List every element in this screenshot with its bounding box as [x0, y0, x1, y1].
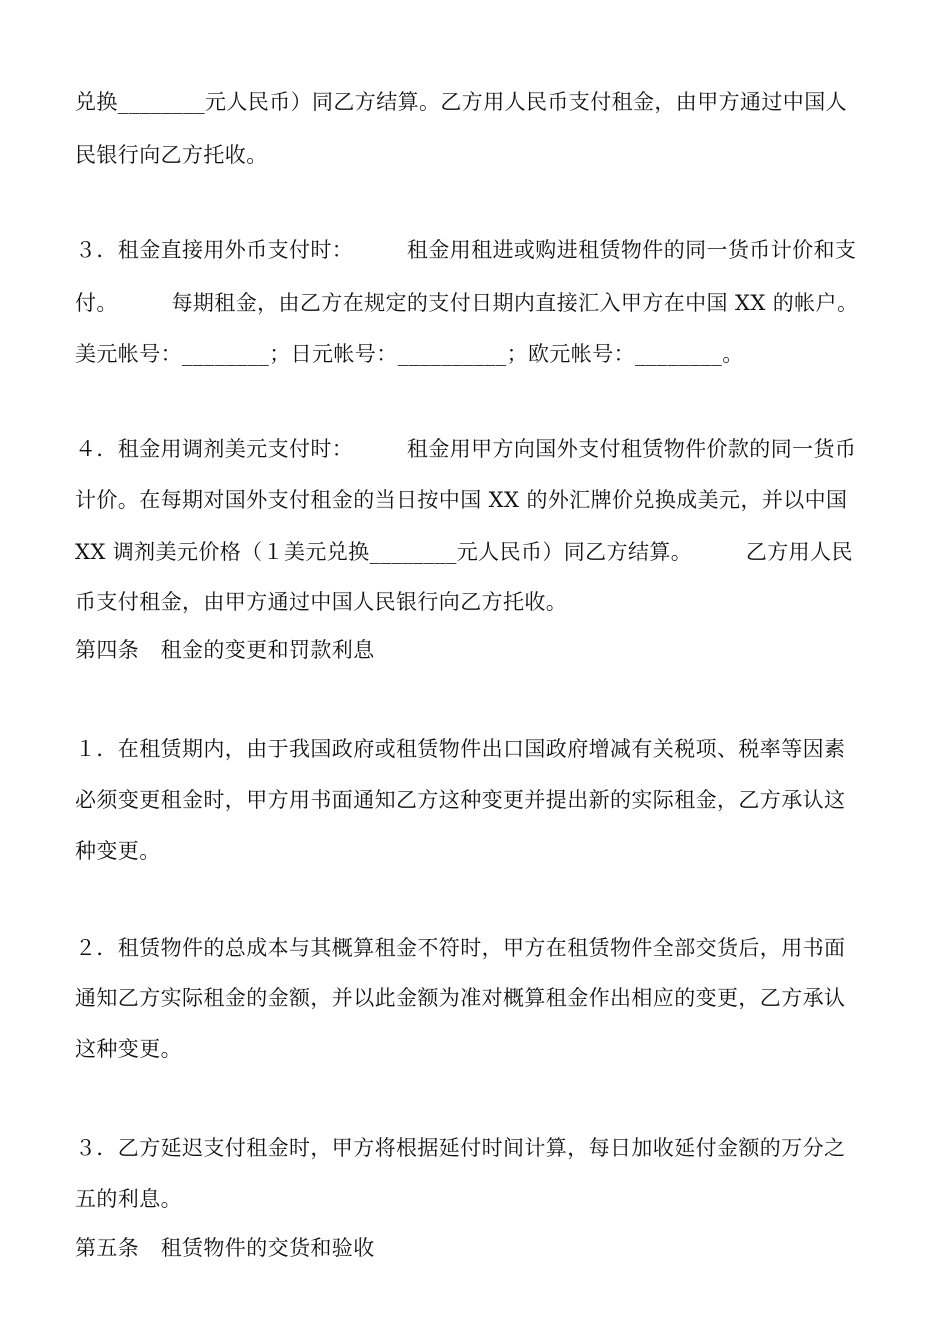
- paragraph-line: 兑换________元人民币）同乙方结算。乙方用人民币支付租金，由甲方通过中国人: [75, 90, 847, 114]
- paragraph-line: 种变更。: [75, 839, 161, 863]
- paragraph-line: 币支付租金，由甲方通过中国人民银行向乙方托收。: [75, 590, 568, 614]
- paragraph-line: 计价。在每期对国外支付租金的当日按中国 XX 的外汇牌价兑换成美元，并以中国: [75, 488, 848, 512]
- paragraph-line: 必须变更租金时，甲方用书面通知乙方这种变更并提出新的实际租金，乙方承认这: [75, 788, 846, 812]
- paragraph-line: ４．租金用调剂美元支付时： 租金用甲方向国外支付租赁物件价款的同一货币: [75, 437, 857, 461]
- paragraph-line: 五的利息。: [75, 1187, 182, 1211]
- paragraph-line: ３．乙方延迟支付租金时，甲方将根据延付时间计算，每日加收延付金额的万分之: [75, 1136, 846, 1160]
- paragraph-line: 付。 每期租金，由乙方在规定的支付日期内直接汇入甲方在中国 XX 的帐户。: [75, 291, 859, 315]
- paragraph-line: ３．租金直接用外币支付时： 租金用租进或购进租赁物件的同一货币计价和支: [75, 238, 857, 262]
- section-heading: 第四条 租金的变更和罚款利息: [75, 638, 375, 662]
- paragraph-line: ２．租赁物件的总成本与其概算租金不符时，甲方在租赁物件全部交货后，用书面: [75, 936, 846, 960]
- section-heading: 第五条 租赁物件的交货和验收: [75, 1236, 375, 1260]
- paragraph-line: 这种变更。: [75, 1037, 182, 1061]
- paragraph-line: XX 调剂美元价格（１美元兑换________元人民币）同乙方结算。 乙方用人民: [75, 540, 853, 564]
- paragraph-line: １．在租赁期内，由于我国政府或租赁物件出口国政府增减有关税项、税率等因素: [75, 737, 846, 761]
- paragraph-line: 通知乙方实际租金的金额，并以此金额为准对概算租金作出相应的变更，乙方承认: [75, 986, 846, 1010]
- paragraph-line: 民银行向乙方托收。: [75, 143, 268, 167]
- paragraph-line: 美元帐号：________；日元帐号：__________；欧元帐号：________。: [75, 342, 744, 366]
